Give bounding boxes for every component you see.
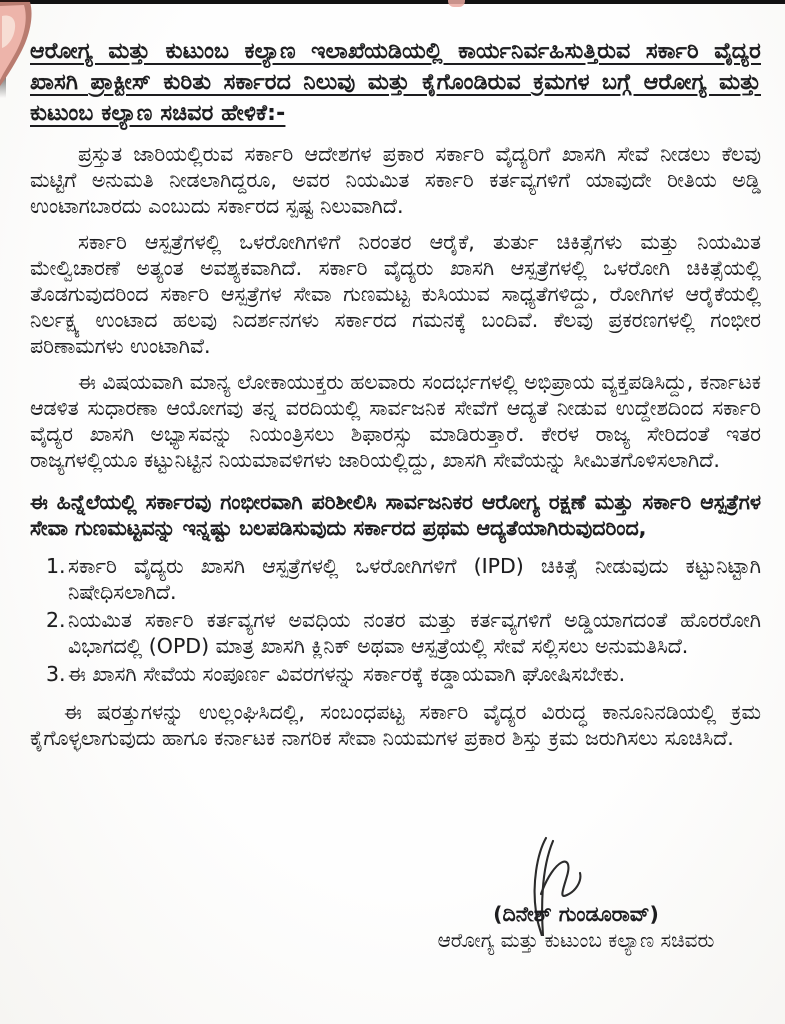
list-item	[46, 607, 761, 659]
photo-top-border	[0, 0, 785, 4]
letter-body	[30, 36, 761, 751]
pink-tab-artifact	[448, 0, 465, 7]
list-marker: 2.	[46, 608, 66, 632]
list-item-text: ಈ ಖಾಸಗಿ ಸೇವೆಯ ಸಂಪೂರ್ಣ ವಿವರಗಳನ್ನು ಸರ್ಕಾರಕ್ಕೆ ಕಡ್ಡಾಯವಾಗಿ ಘೋಷಿಸಬೇಕು.	[68, 662, 626, 686]
list-item	[46, 661, 761, 687]
paragraph-lokayukta-opinion: ಈ ವಿಷಯವಾಗಿ ಮಾನ್ಯ ಲೋಕಾಯುಕ್ತರು ಹಲವಾರು ಸಂದರ್ಭಗಳಲ್ಲಿ ಅಭಿಪ್ರಾಯ ವ್ಯಕ್ತಪಡಿಸಿದ್ದು, ಕರ್ನಾಟಕ ಆಡಳಿತ ಸುಧಾರಣಾ ಆಯೋಗವು ತನ್ನ ವರದಿಯಲ್ಲಿ ಸಾರ್ವಜನಿಕ ಸೇವೆಗೆ ಆದ್ಯತೆ ನೀಡುವ ಉದ್ದೇಶದಿಂದ ಸರ್ಕಾರಿ ವೈದ್ಯರ ಖಾಸಗಿ ಅಭ್ಯಾಸವನ್ನು ನಿಯಂತ್ರಿಸಲು ಶಿಫಾರಸ್ಸು ಮಾಡಿರುತ್ತಾರೆ. ಕೇರಳ ರಾಜ್ಯ ಸೇರಿದಂತೆ ಇತರ ರಾಜ್ಯಗಳಲ್ಲಿಯೂ ಕಟ್ಟುನಿಟ್ಟಿನ ನಿಯಮಾವಳಿಗಳು ಜಾರಿಯಲ್ಲಿದ್ದು, ಖಾಸಗಿ ಸೇವೆಯನ್ನು ಸೀಮಿತಗೊಳಿಸಲಾಗಿದೆ.	[30, 370, 761, 472]
list-marker: 1.	[46, 554, 66, 578]
signature-block	[408, 901, 744, 953]
signatory-title: ಆರೋಗ್ಯ ಮತ್ತು ಕುಟುಂಬ ಕಲ್ಯಾಣ ಸಚಿವರು	[437, 928, 715, 952]
document-heading: ಆರೋಗ್ಯ ಮತ್ತು ಕುಟುಂಬ ಕಲ್ಯಾಣ ಇಲಾಖೆಯಡಿಯಲ್ಲಿ ಕಾರ್ಯನಿರ್ವಹಿಸುತ್ತಿರುವ ಸರ್ಕಾರಿ ವೈದ್ಯರ ಖಾಸಗಿ ಪ್ರಾಕ್ಟೀಸ್ ಕುರಿತು ಸರ್ಕಾರದ ನಿಲುವು ಮತ್ತು ಕೈಗೊಂಡಿರುವ ಕ್ರಮಗಳ ಬಗ್ಗೆ ಆರೋಗ್ಯ ಮತ್ತು ಕುಟುಂಬ ಕಲ್ಯಾಣ ಸಚಿವರ ಹೇಳಿಕೆ:-	[30, 39, 761, 126]
paragraph-government-decision: ಈ ಹಿನ್ನೆಲೆಯಲ್ಲಿ ಸರ್ಕಾರವು ಗಂಭೀರವಾಗಿ ಪರಿಶೀಲಿಸಿ ಸಾರ್ವಜನಿಕರ ಆರೋಗ್ಯ ರಕ್ಷಣೆ ಮತ್ತು ಸರ್ಕಾರಿ ಆಸ್ಪತ್ರೆಗಳ ಸೇವಾ ಗುಣಮಟ್ಟವನ್ನು ಇನ್ನಷ್ಟು ಬಲಪಡಿಸುವುದು ಸರ್ಕಾರದ ಪ್ರಥಮ ಆದ್ಯತೆಯಾಗಿರುವುದರಿಂದ,	[30, 490, 761, 540]
list-marker: 3.	[46, 662, 66, 686]
conditions-list	[30, 553, 761, 687]
list-item	[46, 553, 761, 605]
paragraph-hospital-care: ಸರ್ಕಾರಿ ಆಸ್ಪತ್ರೆಗಳಲ್ಲಿ ಒಳರೋಗಿಗಳಿಗೆ ನಿರಂತರ ಆರೈಕೆ, ತುರ್ತು ಚಿಕಿತ್ಸೆಗಳು ಮತ್ತು ನಿಯಮಿತ ಮೇಲ್ವಿಚಾರಣೆ ಅತ್ಯಂತ ಅವಶ್ಯಕವಾಗಿದೆ. ಸರ್ಕಾರಿ ವೈದ್ಯರು ಖಾಸಗಿ ಆಸ್ಪತ್ರೆಗಳಲ್ಲಿ ಒಳರೋಗಿ ಚಿಕಿತ್ಸೆಯಲ್ಲಿ ತೊಡಗುವುದರಿಂದ ಸರ್ಕಾರಿ ಆಸ್ಪತ್ರೆಗಳ ಸೇವಾ ಗುಣಮಟ್ಟ ಕುಸಿಯುವ ಸಾಧ್ಯತೆಗಳಿದ್ದು, ರೋಗಿಗಳ ಆರೈಕೆಯಲ್ಲಿ ನಿರ್ಲಕ್ಷ್ಯ ಉಂಟಾದ ಹಲವು ನಿದರ್ಶನಗಳು ಸರ್ಕಾರದ ಗಮನಕ್ಕೆ ಬಂದಿವೆ. ಕೆಲವು ಪ್ರಕರಣಗಳಲ್ಲಿ ಗಂಭೀರ ಪರಿಣಾಮಗಳು ಉಂಟಾಗಿವೆ.	[30, 230, 761, 358]
paragraph-current-orders: ಪ್ರಸ್ತುತ ಜಾರಿಯಲ್ಲಿರುವ ಸರ್ಕಾರಿ ಆದೇಶಗಳ ಪ್ರಕಾರ ಸರ್ಕಾರಿ ವೈದ್ಯರಿಗೆ ಖಾಸಗಿ ಸೇವೆ ನೀಡಲು ಕೆಲವು ಮಟ್ಟಿಗೆ ಅನುಮತಿ ನೀಡಲಾಗಿದ್ದರೂ, ಅವರ ನಿಯಮಿತ ಸರ್ಕಾರಿ ಕರ್ತವ್ಯಗಳಿಗೆ ಯಾವುದೇ ರೀತಿಯ ಅಡ್ಡಿ ಉಂಟಾಗಬಾರದು ಎಂಬುದು ಸರ್ಕಾರದ ಸ್ಪಷ್ಟ ನಿಲುವಾಗಿದೆ.	[30, 142, 761, 218]
signatory-name: (ದಿನೇಶ್ ಗುಂಡೂರಾವ್)	[493, 902, 659, 926]
paragraph-violation-warning: ಈ ಷರತ್ತುಗಳನ್ನು ಉಲ್ಲಂಘಿಸಿದಲ್ಲಿ, ಸಂಬಂಧಪಟ್ಟ ಸರ್ಕಾರಿ ವೈದ್ಯರ ವಿರುದ್ಧ ಕಾನೂನಿನಡಿಯಲ್ಲಿ ಕ್ರಮ ಕೈಗೊಳ್ಳಲಾಗುವುದು ಹಾಗೂ ಕರ್ನಾಟಕ ನಾಗರಿಕ ಸೇವಾ ನಿಯಮಗಳ ಪ್ರಕಾರ ಶಿಸ್ತು ಕ್ರಮ ಜರುಗಿಸಲು ಸೂಚಿಸಿದೆ.	[30, 700, 761, 750]
list-item-text: ನಿಯಮಿತ ಸರ್ಕಾರಿ ಕರ್ತವ್ಯಗಳ ಅವಧಿಯ ನಂತರ ಮತ್ತು ಕರ್ತವ್ಯಗಳಿಗೆ ಅಡ್ಡಿಯಾಗದಂತೆ ಹೊರರೋಗಿ ವಿಭಾಗದಲ್ಲಿ (OPD) ಮಾತ್ರ ಖಾಸಗಿ ಕ್ಲಿನಿಕ್ ಅಥವಾ ಆಸ್ಪತ್ರೆಯಲ್ಲಿ ಸೇವೆ ಸಲ್ಲಿಸಲು ಅನುಮತಿಸಿದೆ.	[68, 608, 761, 658]
list-item-text: ಸರ್ಕಾರಿ ವೈದ್ಯರು ಖಾಸಗಿ ಆಸ್ಪತ್ರೆಗಳಲ್ಲಿ ಒಳರೋಗಿಗಳಿಗೆ (IPD) ಚಿಕಿತ್ಸೆ ನೀಡುವುದು ಕಟ್ಟುನಿಟ್ಟಾಗಿ ನಿಷೇಧಿಸಲಾಗಿದೆ.	[68, 554, 761, 604]
